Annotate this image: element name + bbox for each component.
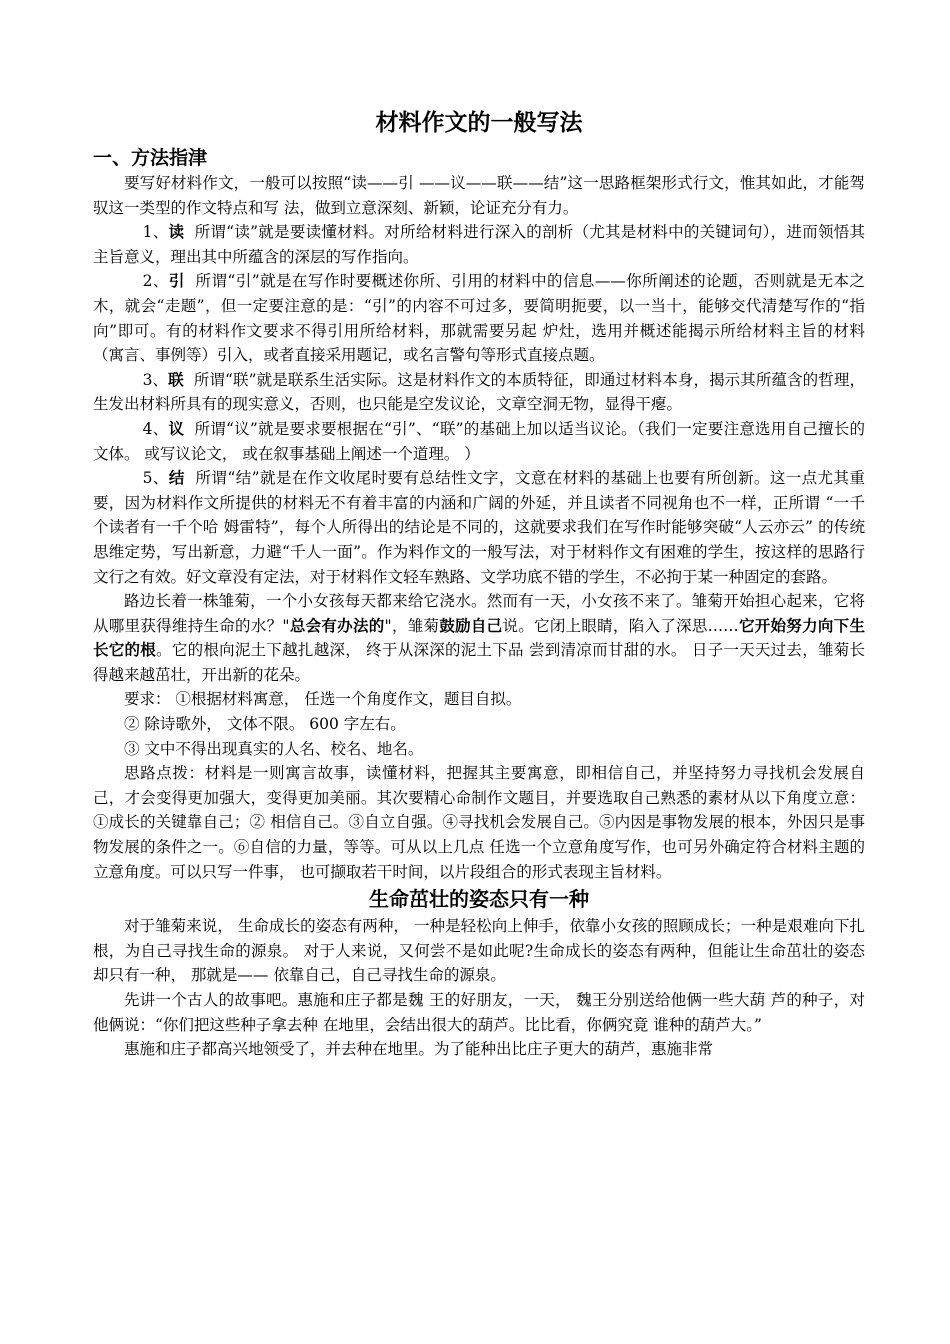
- essay-paragraph: 惠施和庄子都高兴地领受了，并去种在地里。为了能种出比庄子更大的葫芦，惠施非常: [124, 1040, 714, 1059]
- step-keyword: 读: [168, 223, 185, 242]
- step-text: 所谓“联”就是联系生活实际。这是材料作文的本质特征，即通过材料本身，揭示其所蕴含的哲理，生发出材料所具有的现实意义，否则，也只能是空发议论，文章空洞无物，显得干瘪。: [93, 370, 865, 414]
- material-paragraph: [93, 589, 865, 687]
- step-paragraph: [93, 368, 865, 417]
- requirement-line: ② 除诗歌外， 文体不限。 600 字左右。: [124, 715, 406, 734]
- step-text: 所谓“结”就是在作文收尾时要有总结性文字，文意在材料的基础上也要有所创新。这一点尤其重要，因为材料作文所提供的材料无不有着丰富的内涵和广阔的外延，并且读者不同视角也不一样，正所谓 “一千个读者有一千个哈 姆雷特”，每个人所得出的结论是不同的，这就要求我们在写作时能够突破“人云亦云” 的传统思维定势，写出新意，力避“千人一面”。作为料作文的一般写法，对于材料作文有困难的学生，按这样的思路行文行之有效。好文章没有定法，对于材料作文轻车熟路、文学功底不错的学生，不必拘于某一种固定的套路。: [93, 469, 865, 586]
- step-paragraph: [93, 220, 865, 269]
- essay-title: 生命茁壮的姿态只有一种: [369, 887, 589, 912]
- document-title: 材料作文的一般写法: [375, 110, 583, 136]
- step-keyword: 议: [168, 419, 185, 438]
- step-number: 2、: [142, 272, 169, 291]
- step-number: 3、: [142, 370, 169, 389]
- step-number: 1、: [142, 223, 169, 242]
- step-paragraph: [93, 466, 865, 589]
- step-paragraph: [93, 417, 865, 466]
- material-bold-text: 总会有办法的: [289, 616, 385, 635]
- step-text: 所谓“议”就是要求要根据在“引”、“联”的基础上加以适当议论。（我们一定要注意选用自己擅长的文体。 或写议论文， 或在叙事基础上阐述一个道理。 ）: [93, 419, 865, 463]
- step-keyword: 联: [168, 370, 184, 389]
- step-paragraph: [93, 269, 865, 367]
- material-text: "，雏菊: [384, 616, 440, 635]
- step-text: 所谓“读”就是要读懂材料。对所给材料进行深入的剖析（尤其是材料中的关键词句），进而领悟其主旨意义，理出其中所蕴含的深层的写作指向。: [93, 223, 865, 266]
- material-text: 路边长着一株雏菊，一个小女孩每天都来给它浇水。然而有一天，小女孩不来了。雏菊开始担心起来，它将从哪里获得维持生命的水？": [93, 592, 865, 635]
- step-text: 所谓“引”就是在写作时要概述你所、引用的材料中的信息——你所阐述的论题，否则就是无本之木，就会“走题”，但一定要注意的是：“引”的内容不可过多，要简明扼要，以一当十，能够交代清楚写作的“指向”即可。有的材料作文要求不得引用所给材料，那就需要另起 炉灶，选用并概述能揭示所给材料主旨的材料（寓言、事例等）引入，或者直接采用题记，或名言警句等形式直接点题。: [93, 272, 865, 365]
- step-keyword: 结: [168, 469, 185, 488]
- step-keyword: 引: [168, 272, 185, 291]
- essay-paragraph: 对于雏菊来说， 生命成长的姿态有两种， 一种是轻松向上伸手，依靠小女孩的照顾成长；一种是艰难向下扎根，为自己寻找生命的源泉。 对于人来说，又何尝不是如此呢?生命成长的姿态有两种，但能让生命茁壮的姿态却只有一种， 那就是—— 依靠自己，自己寻找生命的源泉。: [93, 917, 865, 985]
- material-text: 。它的根向泥土下越扎越深， 终于从深深的泥土下品 尝到清凉而甘甜的水。 日子一天天过去，雏菊长得越来越茁壮，开出新的花朵。: [93, 641, 865, 684]
- hint-paragraph: 思路点拨：材料是一则寓言故事，读懂材料，把握其主要寓意，即相信自己，并坚持努力寻找机会发展自己，才会变得更加强大，变得更加美丽。其次要精心命制作文题目，并要选取自己熟悉的素材从以下角度立意：①成长的关键靠自己；② 相信自己。③自立自强。④寻找机会发展自己。⑤内因是事物发展的根本，外因只是事物发展的条件之一。⑥自信的力量，等等。可从以上几点 任选一个立意角度写作，也可另外确定符合材料主题的立意角度。可以只写一件事， 也可撷取若干时间，以片段组合的形式表现主旨材料。: [93, 764, 865, 881]
- essay-paragraph: 先讲一个古人的故事吧。惠施和庄子都是魏 王的好朋友，一天， 魏王分别送给他俩一些大葫 芦的种子，对他俩说：“你们把这些种子拿去种 在地里，会结出很大的葫芦。比比看，你俩究竟 谁种的葫芦大。”: [93, 991, 865, 1034]
- material-bold-text: 鼓励自己: [439, 616, 503, 635]
- requirement-line: 要求： ①根据材料寓意， 任选一个角度作文，题目自拟。: [124, 690, 522, 709]
- material-text: 说。它闭上眼睛，陷入了深思……: [502, 616, 739, 635]
- material-bold-text: 它开始努力向下生长它的根: [93, 616, 865, 660]
- intro-paragraph: 要写好材料作文，一般可以按照“读——引 ——议——联——结”这一思路框架形式行文，惟其如此，才能驾驭这一类型的作文特点和写 法，做到立意深刻、新颖，论证充分有力。: [93, 174, 865, 217]
- step-number: 5、: [142, 469, 169, 488]
- section-heading: 一、方法指津: [93, 147, 208, 169]
- step-number: 4、: [142, 419, 169, 438]
- requirement-line: ③ 文中不得出现真实的人名、校名、地名。: [124, 739, 424, 758]
- document-page: [93, 103, 865, 1062]
